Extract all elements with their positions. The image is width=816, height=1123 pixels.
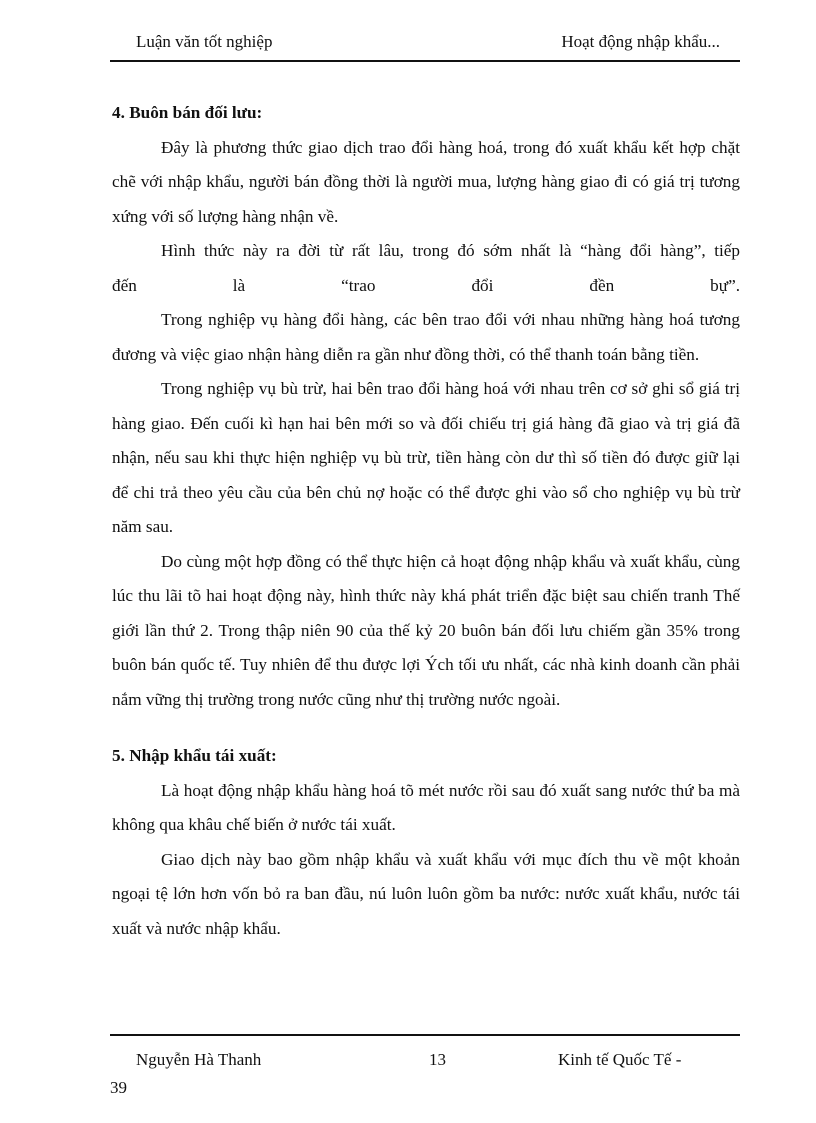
section-4-paragraph-2-line-2: đến là “trao đổi đền bự”. xyxy=(112,275,740,295)
section-4-paragraph-4: Trong nghiệp vụ bù trừ, hai bên trao đổi hàng hoá với nhau trên cơ sở ghi sổ giá trị hàng giao. Đến cuối kì hạn hai bên mới so và đối chiếu trị giá hàng đã giao và trị giá đã nhận, nếu sau khi thực hiện nghiệp vụ bù trừ, tiền hàng còn dư thì số tiền đó được giữ lại để chi trả theo yêu cầu của bên chủ nợ hoặc có thể được ghi vào sổ cho nghiệp vụ bù trừ năm sau. xyxy=(112,379,740,536)
header-thesis-title: Luận văn tốt nghiệp xyxy=(136,32,273,51)
section-4-paragraph-2-line-1: Hình thức này ra đời từ rất lâu, trong đó sớm nhất là “hàng đổi hàng”, tiếp xyxy=(161,241,740,260)
footer-author: Nguyễn Hà Thanh xyxy=(136,1050,262,1069)
section-4-paragraph-1: Đây là phương thức giao dịch trao đổi hàng hoá, trong đó xuất khẩu kết hợp chặt chẽ với nhập khẩu, người bán đồng thời là người mua, lượng hàng giao đi có giá trị tương xứng với số lượng hàng nhận về. xyxy=(112,137,740,226)
section-5-paragraph-2: Giao dịch này bao gồm nhập khẩu và xuất khẩu với mục đích thu về một khoản ngoại tệ lớn hơn vốn bỏ ra ban đầu, nú luôn luôn gồm ba nước: nước xuất khẩu, nước tái xuất và nước nhập khẩu. xyxy=(112,849,740,938)
footer-page-number: 13 xyxy=(429,1050,446,1069)
footer-class-number: 39 xyxy=(110,1078,127,1097)
document-body xyxy=(112,96,740,946)
section-5-paragraph-1: Là hoạt động nhập khẩu hàng hoá tõ mét nước rồi sau đó xuất sang nước thứ ba mà không qua khâu chế biến ở nước tái xuất. xyxy=(112,780,740,834)
footer-department: Kinh tế Quốc Tế - xyxy=(558,1050,682,1069)
footer-divider xyxy=(110,1034,740,1036)
page-header xyxy=(110,28,740,58)
section-4-heading: 4. Buôn bán đối lưu: xyxy=(112,103,263,122)
section-4-paragraph-3: Trong nghiệp vụ hàng đổi hàng, các bên trao đổi với nhau những hàng hoá tương đương và việc giao nhận hàng diễn ra gần như đồng thời, có thể thanh toán bằng tiền. xyxy=(112,310,740,364)
header-chapter-title: Hoạt động nhập khẩu... xyxy=(561,32,720,51)
header-divider xyxy=(110,60,740,62)
section-5-heading: 5. Nhập khẩu tái xuất: xyxy=(112,746,277,765)
section-gap xyxy=(112,717,740,739)
section-4-paragraph-5: Do cùng một hợp đồng có thể thực hiện cả hoạt động nhập khẩu và xuất khẩu, cùng lúc thu lãi tõ hai hoạt động này, hình thức này khá phát triển đặc biệt sau chiến tranh Thế giới lần thứ 2. Trong thập niên 90 của thế kỷ 20 buôn bán đối lưu chiếm gần 35% trong buôn bán quốc tế. Tuy nhiên để thu được lợi Ých tối ưu nhất, các nhà kinh doanh cần phải nắm vững thị trường trong nước cũng như thị trường nước ngoài. xyxy=(112,551,740,709)
